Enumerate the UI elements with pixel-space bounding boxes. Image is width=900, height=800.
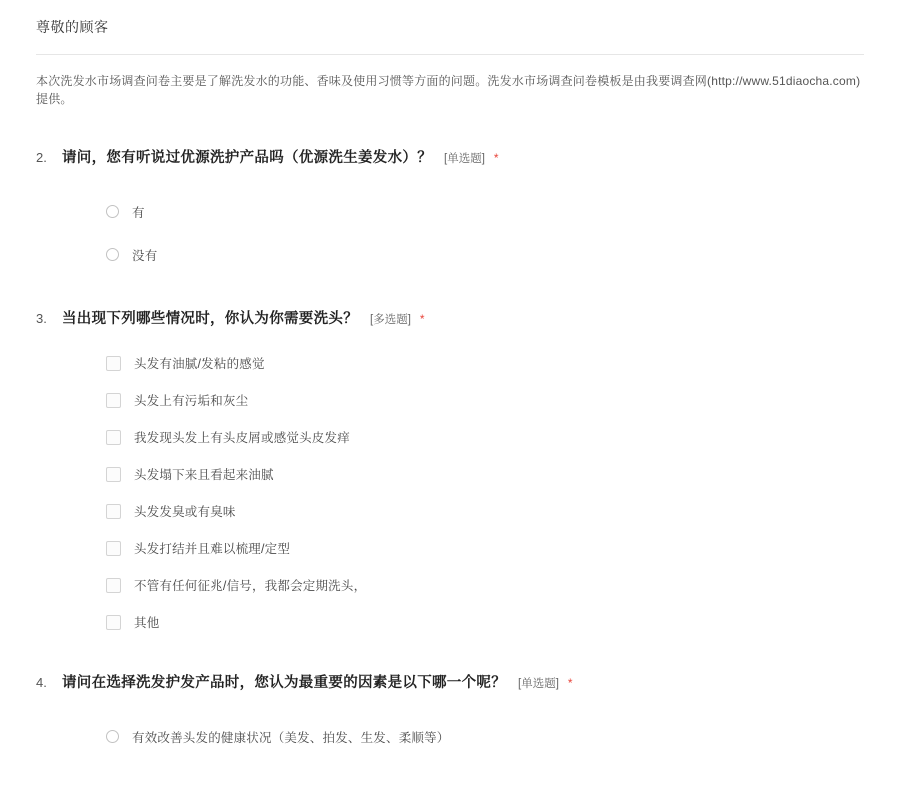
intro-section (36, 0, 864, 108)
question-4 (36, 671, 864, 751)
option-label: 有效改善头发的健康状况（美发、拍发、生发、柔顺等） (132, 730, 450, 745)
option-row[interactable] (106, 240, 864, 269)
question-4-required: * (567, 676, 573, 690)
option-row[interactable] (106, 537, 864, 559)
checkbox-icon[interactable] (106, 393, 121, 408)
option-row[interactable] (106, 574, 864, 596)
question-3-type: [多选题] (370, 314, 411, 326)
radio-icon[interactable] (106, 205, 119, 218)
option-row[interactable] (106, 463, 864, 485)
option-label: 我发现头发上有头皮屑或感觉头皮发痒 (134, 431, 350, 445)
radio-icon[interactable] (106, 730, 119, 743)
checkbox-icon[interactable] (106, 615, 121, 630)
question-2-required: * (493, 151, 499, 165)
checkbox-icon[interactable] (106, 467, 121, 482)
question-2-options (36, 197, 864, 269)
option-row[interactable] (106, 722, 864, 751)
option-label: 没有 (132, 248, 158, 263)
checkbox-icon[interactable] (106, 504, 121, 519)
option-row[interactable] (106, 611, 864, 633)
radio-icon[interactable] (106, 248, 119, 261)
question-3-options (36, 352, 864, 633)
option-label: 不管有任何征兆/信号，我都会定期洗头， (134, 579, 367, 593)
question-3 (36, 307, 864, 633)
checkbox-icon[interactable] (106, 356, 121, 371)
question-2-title: 请问，您有听说过优源洗护产品吗（优源洗生姜发水）？ (62, 150, 432, 166)
intro-title: 尊敬的顾客 (36, 19, 109, 35)
question-3-title: 当出现下列哪些情况时，你认为你需要洗头？ (62, 311, 358, 327)
option-row[interactable] (106, 197, 864, 226)
option-label: 有 (132, 205, 145, 220)
option-row[interactable] (106, 500, 864, 522)
option-label: 头发有油腻/发粘的感觉 (134, 357, 265, 371)
option-label: 头发上有污垢和灰尘 (134, 394, 249, 408)
option-row[interactable] (106, 352, 864, 374)
intro-divider (36, 54, 864, 55)
option-label: 头发打结并且难以梳理/定型 (134, 542, 291, 556)
question-3-header (36, 307, 864, 328)
option-label: 头发发臭或有臭味 (134, 505, 236, 519)
intro-description: 本次洗发水市场调查问卷主要是了解洗发水的功能、香味及使用习惯等方面的问题。洗发水市场调查问卷模板是由我要调查网(http://www.51diaocha.com)提供。 (36, 74, 861, 106)
option-label: 头发塌下来且看起来油腻 (134, 468, 274, 482)
question-2-type: [单选题] (444, 153, 485, 165)
question-2-number: 2. (36, 150, 47, 165)
question-4-type: [单选题] (518, 678, 559, 690)
question-2 (36, 146, 864, 269)
question-4-number: 4. (36, 675, 47, 690)
question-4-header (36, 671, 864, 692)
question-2-header (36, 146, 864, 167)
checkbox-icon[interactable] (106, 430, 121, 445)
option-row[interactable] (106, 389, 864, 411)
option-label: 其他 (134, 616, 160, 630)
question-4-title: 请问在选择洗发护发产品时，您认为最重要的因素是以下哪一个呢？ (62, 675, 506, 691)
checkbox-icon[interactable] (106, 541, 121, 556)
question-3-required: * (419, 312, 425, 326)
option-row[interactable] (106, 426, 864, 448)
question-4-options (36, 722, 864, 751)
checkbox-icon[interactable] (106, 578, 121, 593)
question-3-number: 3. (36, 311, 47, 326)
